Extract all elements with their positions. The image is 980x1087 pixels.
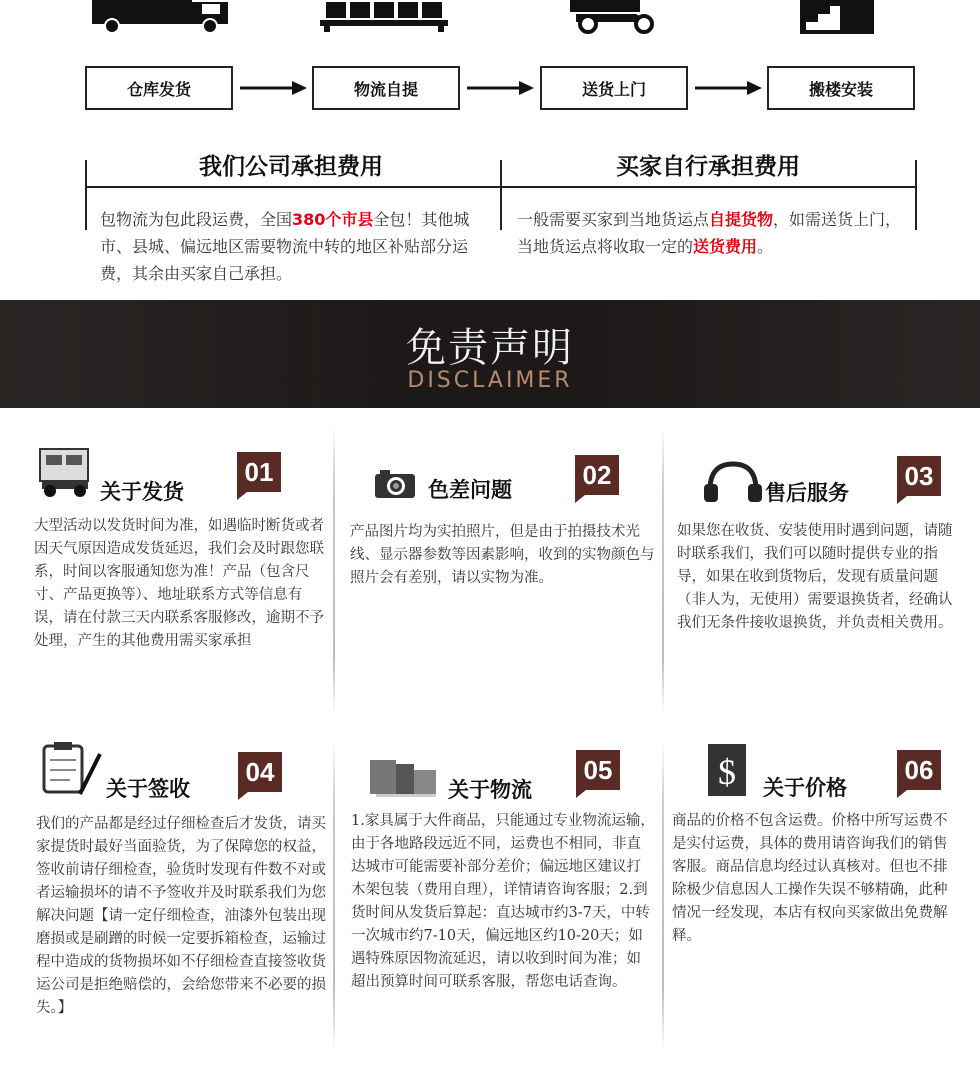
- section-title-aftersales: 售后服务: [765, 481, 849, 505]
- buyer-fee-title: 买家自行承担费用: [616, 154, 800, 180]
- section-text-price: 商品的价格不包含运费。价格中所写运费不是实付运费，具体的费用请咨询我们的销售客服。商品信息均经过认真核对。但也不排除极少信息因人工操作失误不够精确，此种情况一经发现，本店有权向买家做出免费解释。: [672, 813, 948, 944]
- svg-text:$: $: [718, 752, 736, 792]
- pallet-top-icon: [320, 0, 448, 34]
- section-text-color: 产品图片均为实拍照片，但是由于拍摄技术光线、显示器参数等因素影响，收到的实物颜色与照片会有差别，请以实物为准。: [350, 524, 655, 586]
- banner-title: 免责声明: [406, 325, 574, 371]
- fee-divider-mid: [500, 160, 502, 230]
- boxes-icon: [368, 756, 440, 798]
- column-divider: [333, 740, 335, 1050]
- section-number-badge: 06: [897, 750, 941, 790]
- section-text-shipping: 大型活动以发货时间为准，如遇临时断货或者因天气原因造成发货延迟，我们会及时跟您联系，时间以客服通知您为准！产品（包含尺寸、产品更换等）、地址联系方式等信息有误，请在付款三天内联系客服修改，逾期不予处理，产生的其他费用需买家承担: [34, 518, 324, 649]
- stairs-top-icon: [800, 0, 874, 34]
- section-text-aftersales: 如果您在收货、安装使用时遇到问题，请随时联系我们，我们可以随时提供专业的指导，如果在收到货物后，发现有质量问题（非人为，无使用）需要退换货者，经确认我们无条件接收退换货，并负责相关费用。: [677, 523, 953, 631]
- camera-icon: [374, 470, 416, 500]
- flow-step-install: 搬楼安装: [767, 66, 915, 110]
- section-text-logistics: 1.家具属于大件商品，只能通过专业物流运输，由于各地路段远近不同，运费也不相同，非直达城市可能需要补部分差价；偏远地区建议打木架包装（费用自理），详情请咨询客服；2.到货时间从发货后算起：直达城市约3-7天，中转一次城市约7-10天，偏远地区约10-20天；如遇特殊原因物流延迟，请以收到时间为准；如超出预算时间可联系客服，帮您电话查询。: [351, 813, 655, 990]
- section-title-price: 关于价格: [763, 776, 847, 800]
- column-divider: [662, 740, 664, 1050]
- section-text-receipt: 我们的产品都是经过仔细检查后才发货，请买家提货时最好当面验货，为了保障您的权益，签收前请仔细检查，验货时发现有件数不对或者运输损坏的请不予签收并及时联系我们为您解决问题【请一定仔细检查，油漆外包装出现磨损或是刷蹭的时候一定要拆箱检查，运输过程中造成的货物损坏如不仔细检查直接签收货运公司是拒绝赔偿的，会给您带来不必要的损失。】: [36, 816, 326, 1016]
- column-divider: [333, 425, 335, 715]
- flow-arrow-icon: [467, 80, 535, 96]
- banner-subtitle: DISCLAIMER: [407, 368, 573, 393]
- fee-divider-right: [915, 160, 917, 230]
- section-number-badge: 03: [897, 456, 941, 496]
- section-title-logistics: 关于物流: [448, 778, 532, 802]
- company-fee-text: 包物流为包此段运费，全国380个市县全包！其他城市、县城、偏远地区需要物流中转的地区补贴部分运费，其余由买家自己承担。: [100, 210, 470, 283]
- tricycle-top-icon: [566, 0, 662, 34]
- section-title-receipt: 关于签收: [106, 777, 190, 801]
- fee-divider-left: [85, 160, 87, 230]
- dollar-icon: [708, 744, 746, 796]
- company-fee-title: 我们公司承担费用: [199, 154, 383, 180]
- section-number-badge: 01: [237, 452, 281, 492]
- section-number-badge: 02: [575, 455, 619, 495]
- column-divider: [662, 425, 664, 715]
- section-title-color: 色差问题: [428, 478, 512, 502]
- headphones-icon: [702, 460, 764, 504]
- buyer-fee-text: 一般需要买家到当地货运点自提货物，如需送货上门，当地货运点将收取一定的送货费用。: [517, 210, 902, 256]
- section-title-shipping: 关于发货: [100, 480, 184, 504]
- section-number-badge: 04: [238, 752, 282, 792]
- clipboard-icon: [40, 742, 108, 800]
- truck-icon: [36, 447, 94, 499]
- flow-arrow-icon: [695, 80, 763, 96]
- disclaimer-banner: [0, 300, 980, 408]
- section-number-badge: 05: [576, 750, 620, 790]
- flow-arrow-icon: [240, 80, 308, 96]
- flow-step-warehouse: 仓库发货: [85, 66, 233, 110]
- flow-step-delivery: 送货上门: [540, 66, 688, 110]
- flow-step-pickup: 物流自提: [312, 66, 460, 110]
- truck-top-icon: [92, 0, 234, 34]
